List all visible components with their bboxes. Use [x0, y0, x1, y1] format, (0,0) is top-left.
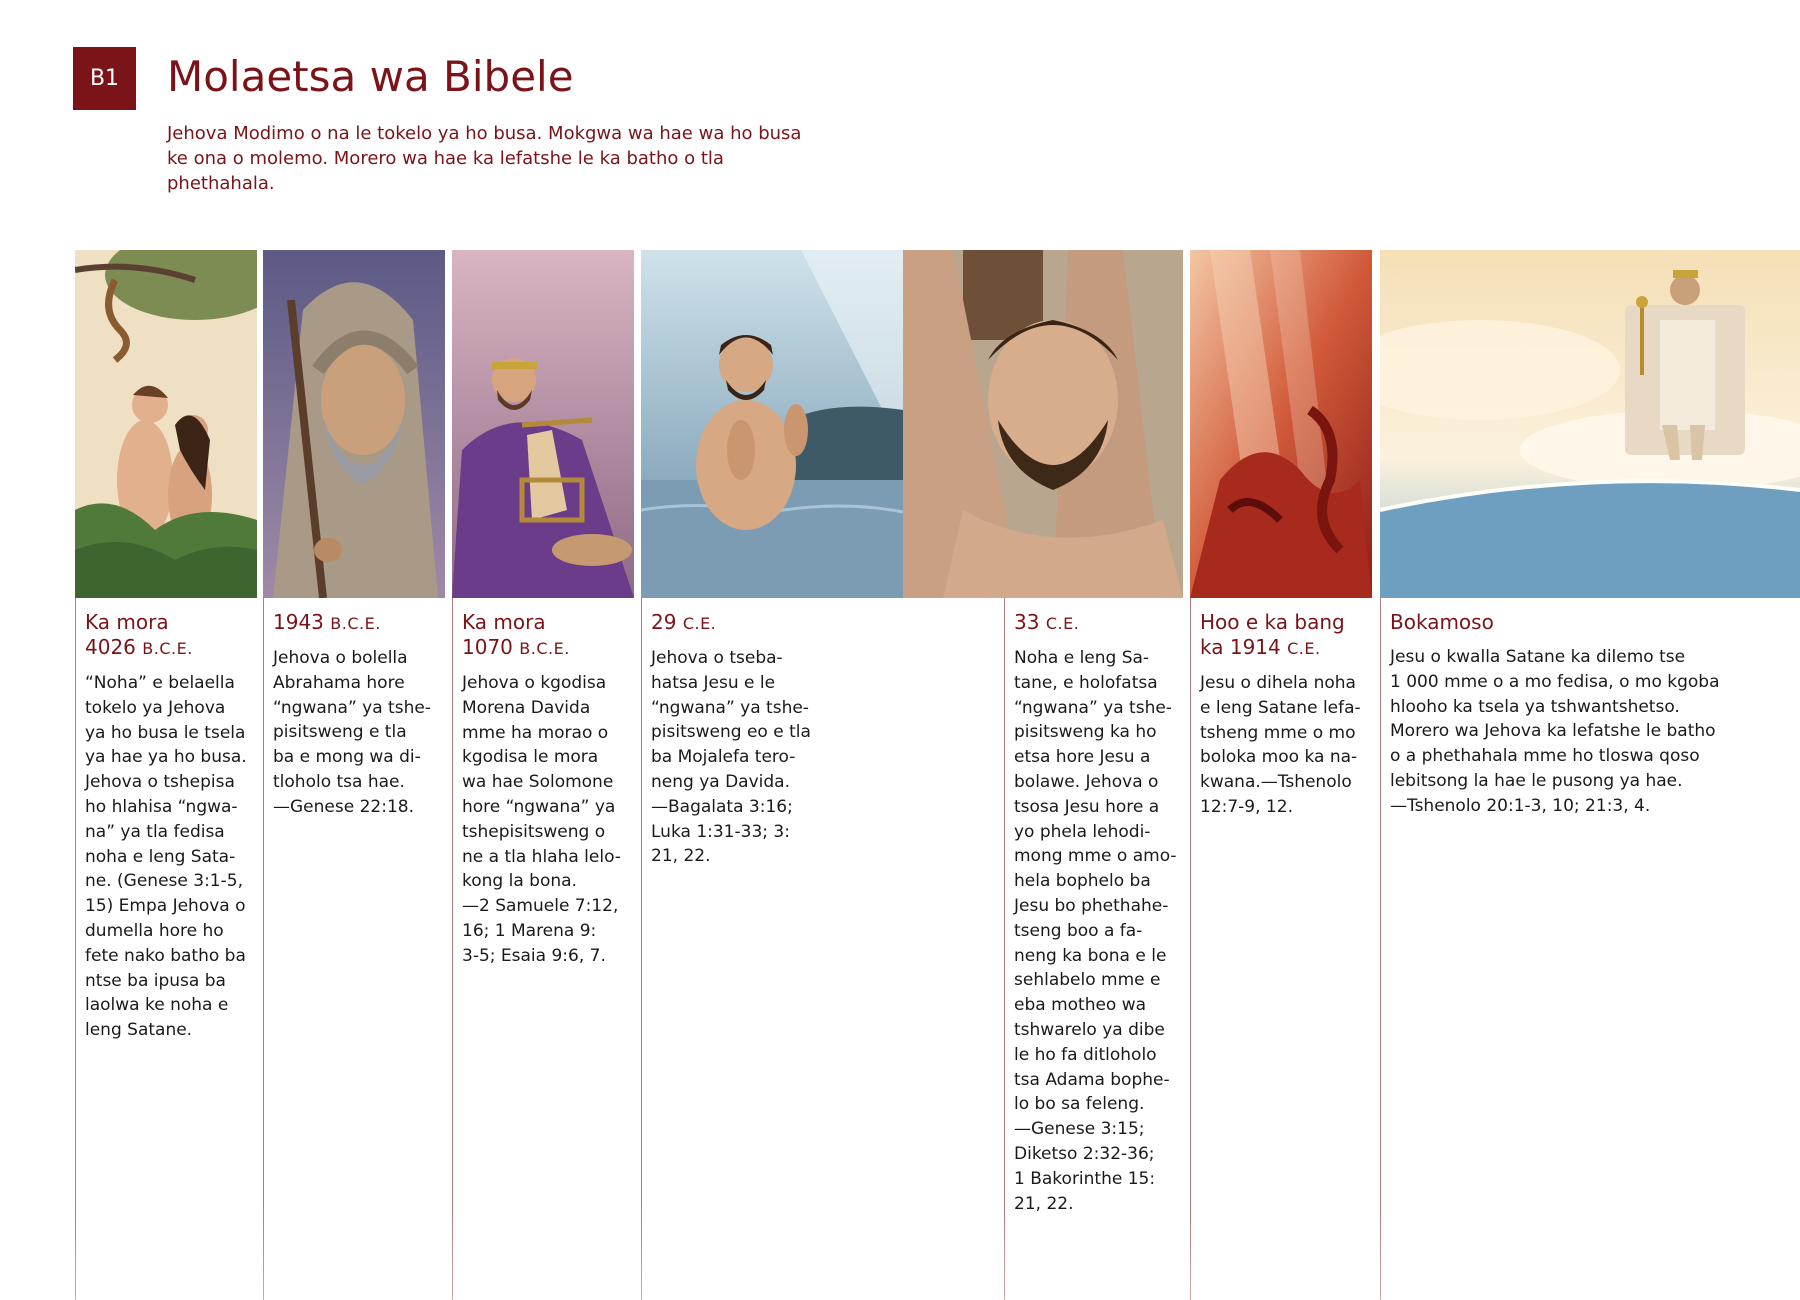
timeline-entry-7	[1380, 598, 1800, 1300]
entry-text: Jesu o kwalla Satane ka dilemo tse 1 000 mme o a mo fedisa, o mo kgoba hlooho ka tsela ya tshwantshetso. Morero wa Jehova ka lefatshe le batho o a phethahala mme ho tloswa qoso lebitsong la hae le pusong ya hae. —Tshenolo 20:1-3, 10; 21:3, 4.	[1390, 647, 1720, 816]
entry-text: “Noha” e belaella tokelo ya Jehova ya ho busa le tsela ya hae ya ho busa. Jehova o tshepisa ho hlahisa “ngwa- na” ya tla fedisa noha e leng Sata- ne. (Genese 3:1-5, 15) Empa Jehova o dumella hore ho fete nako batho ba ntse ba ipusa ba laolwa ke noha e leng Satane.	[85, 673, 247, 1041]
timeline-entry-6	[1190, 598, 1372, 1300]
timeline-entry-5	[1004, 598, 1184, 1300]
section-badge: B1	[73, 47, 136, 110]
page-title: Molaetsa wa Bibele	[167, 52, 574, 101]
page-subtitle: Jehova Modimo o na le tokelo ya ho busa. Mokgwa wa hae wa ho busa ke ona o molemo. Morero wa hae ka lefatshe le ka batho o tla phethahala.	[167, 123, 802, 194]
timeline-entry-3	[452, 598, 634, 1300]
entry-text: Jehova o bolella Abrahama hore “ngwana” ya tshe- pisitsweng e tla ba e mong wa di- tloholo tsa hae. —Genese 22:18.	[273, 648, 431, 817]
entry-date: 1943 B.C.E.	[273, 610, 381, 634]
entry-date: Ka mora 1070 B.C.E.	[462, 610, 570, 659]
illustration-crucifixion	[903, 250, 1183, 598]
timeline-entry-2	[263, 598, 445, 1300]
illustration-kingdom	[1380, 250, 1800, 598]
illustration-david	[452, 250, 634, 598]
timeline	[0, 250, 1800, 1250]
entry-date: Bokamoso	[1390, 610, 1494, 634]
entry-text: Jesu o dihela noha e leng Satane lefa- tsheng mme o mo boloka moo ka na- kwana.—Tshenolo 12:7-9, 12.	[1200, 673, 1361, 817]
entry-date: Ka mora 4026 B.C.E.	[85, 610, 193, 659]
entry-date: Hoo e ka bang ka 1914 C.E.	[1200, 610, 1345, 659]
illustration-abraham	[263, 250, 445, 598]
illustration-eden	[75, 250, 257, 598]
entry-date: 29 C.E.	[651, 610, 717, 634]
illustration-baptism	[641, 250, 903, 598]
illustration-satan-cast-down	[1190, 250, 1372, 598]
entry-date: 33 C.E.	[1014, 610, 1080, 634]
entry-text: Noha e leng Sa- tane, e holofatsa “ngwana” ya tshe- pisitsweng ka ho etsa hore Jesu a bolawe. Jehova o tsosa Jesu hore a yo phela lehodi- mong mme o amo- hela bophelo ba Jesu bo phethahe- tseng boo a fa- neng ka bona e le sehlabelo mme e eba motheo wa tshwarelo ya dibe le ho fa ditloholo tsa Adama bophe- lo bo sa feleng. —Genese 3:15; Diketso 2:32-36; 1 Bakorinthe 15: 21, 22.	[1014, 648, 1177, 1214]
timeline-entry-1	[75, 598, 257, 1300]
timeline-entry-4	[641, 598, 903, 1300]
entry-text: Jehova o kgodisa Morena Davida mme ha morao o kgodisa le mora wa hae Solomone hore “ngwana” ya tshepisitsweng o ne a tla hlaha lelo- kong la bona. —2 Samuele 7:12, 16; 1 Marena 9: 3-5; Esaia 9:6, 7.	[462, 673, 621, 966]
entry-text: Jehova o tseba- hatsa Jesu e le “ngwana” ya tshe- pisitsweng eo e tla ba Mojalefa tero- neng ya Davida. —Bagalata 3:16; Luka 1:31-33; 3: 21, 22.	[651, 648, 811, 867]
